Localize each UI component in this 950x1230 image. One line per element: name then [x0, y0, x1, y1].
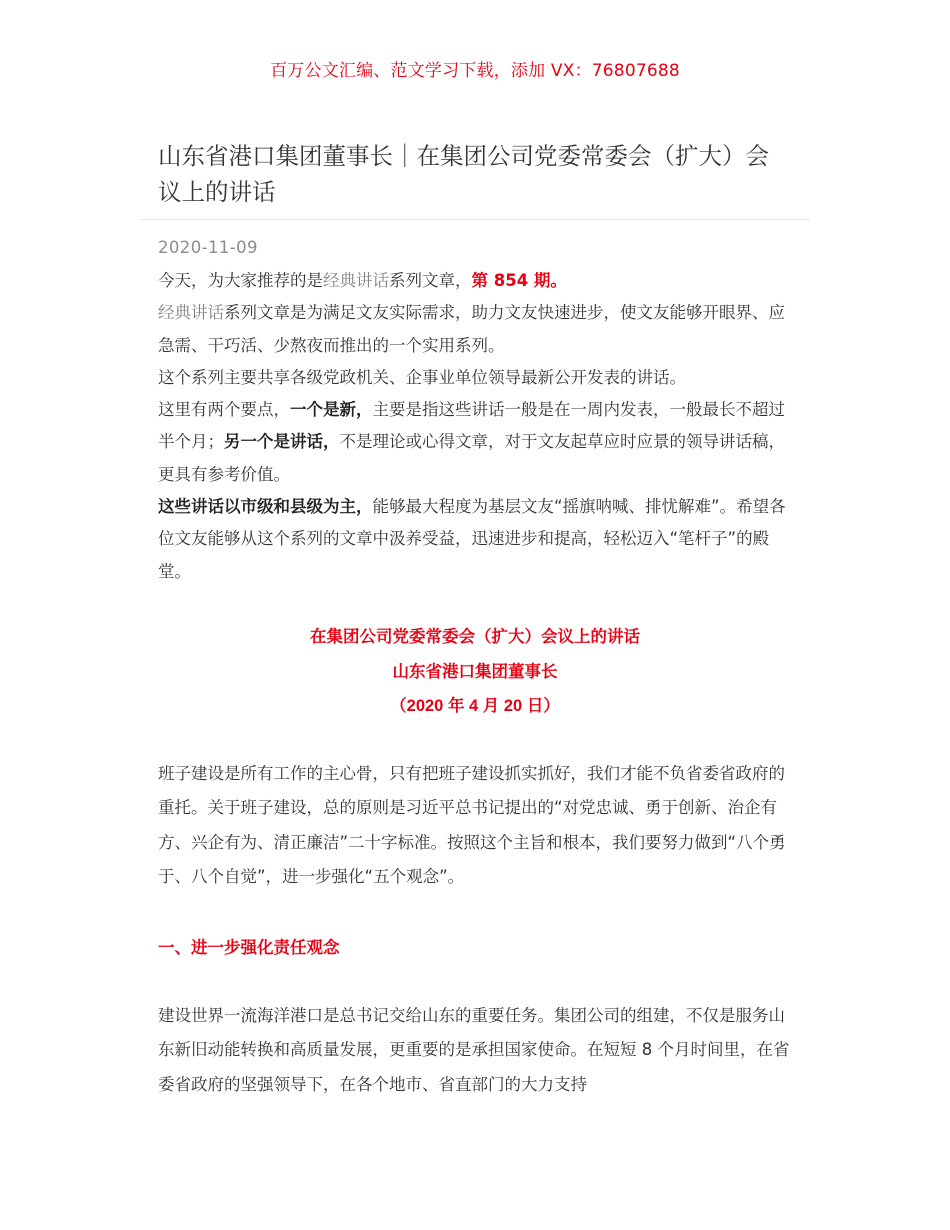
intro-paragraph-2: [158, 297, 794, 362]
speech-paragraph-1: 班子建设是所有工作的主心骨，只有把班子建设抓实抓好，我们才能不负省委省政府的重托。关于班子建设，总的原则是习近平总书记提出的“对党忠诚、勇于创新、治企有方、兴企有为、清正廉洁”二十字标准。按照这个主旨和根本，我们要努力做到“八个勇于、八个自觉”，进一步强化“五个观念”。: [158, 764, 786, 887]
speech-paragraph-2: 建设世界一流海洋港口是总书记交给山东的重要任务。集团公司的组建，不仅是服务山东新旧动能转换和高质量发展，更重要的是承担国家使命。在短短 8 个月时间里，在省委省政府的坚强领导下，在各个地市、省直部门的大力支持: [158, 1006, 790, 1094]
publish-date: 2020-11-09: [158, 238, 258, 257]
speech-title: 在集团公司党委常委会（扩大）会议上的讲话: [310, 628, 640, 646]
section-heading-1: 一、进一步强化责任观念: [158, 939, 340, 957]
emphasis-text: 另一个是讲话，: [224, 432, 340, 452]
intro-text: 系列文章是为满足文友实际需求，助力文友快速进步，使文友能够开眼界、应急需、干巧活、少熬夜而推出的一个实用系列。: [158, 303, 785, 355]
issue-number: 第 854 期。: [471, 271, 567, 290]
speech-date: （2020 年 4 月 20 日）: [390, 697, 560, 715]
intro-text: 系列文章，: [389, 271, 472, 290]
intro-paragraph-1: [158, 265, 794, 297]
intro-text: 今天，为大家推荐的是: [158, 271, 323, 290]
intro-paragraph-5: [158, 491, 794, 588]
intro-section: [158, 265, 794, 588]
intro-text: 不是理论或心得文章，对于文友起草应时应景的领导讲话稿，更具有参考价值。: [158, 432, 785, 484]
speech-header: [0, 620, 950, 724]
series-name: 经典讲话: [323, 271, 389, 290]
intro-text: 这里有两个要点，: [158, 400, 290, 420]
intro-text: 能够最大程度为基层文友“摇旗呐喊、排忧解难”。希望各位文友能够从这个系列的文章中汲养受益，迅速进步和提高，轻松迈入“笔杆子”的殿堂。: [158, 497, 786, 581]
promo-banner: 百万公文汇编、范文学习下载，添加 VX：76807688: [270, 61, 680, 81]
article-title: 山东省港口集团董事长｜在集团公司党委常委会（扩大）会议上的讲话: [158, 142, 769, 206]
series-name: 经典讲话: [158, 303, 224, 323]
intro-paragraph-3: 这个系列主要共享各级党政机关、企事业单位领导最新公开发表的讲话。: [158, 367, 686, 387]
intro-text: 主要是指这些讲话一般是在一周内发表，一般最长不超过半个月；: [158, 400, 785, 452]
intro-paragraph-4: [158, 394, 794, 491]
emphasis-text: 这些讲话以市级和县级为主，: [158, 497, 373, 517]
title-divider: [140, 219, 810, 220]
speech-speaker: 山东省港口集团董事长: [392, 662, 558, 681]
emphasis-text: 一个是新，: [290, 400, 373, 420]
